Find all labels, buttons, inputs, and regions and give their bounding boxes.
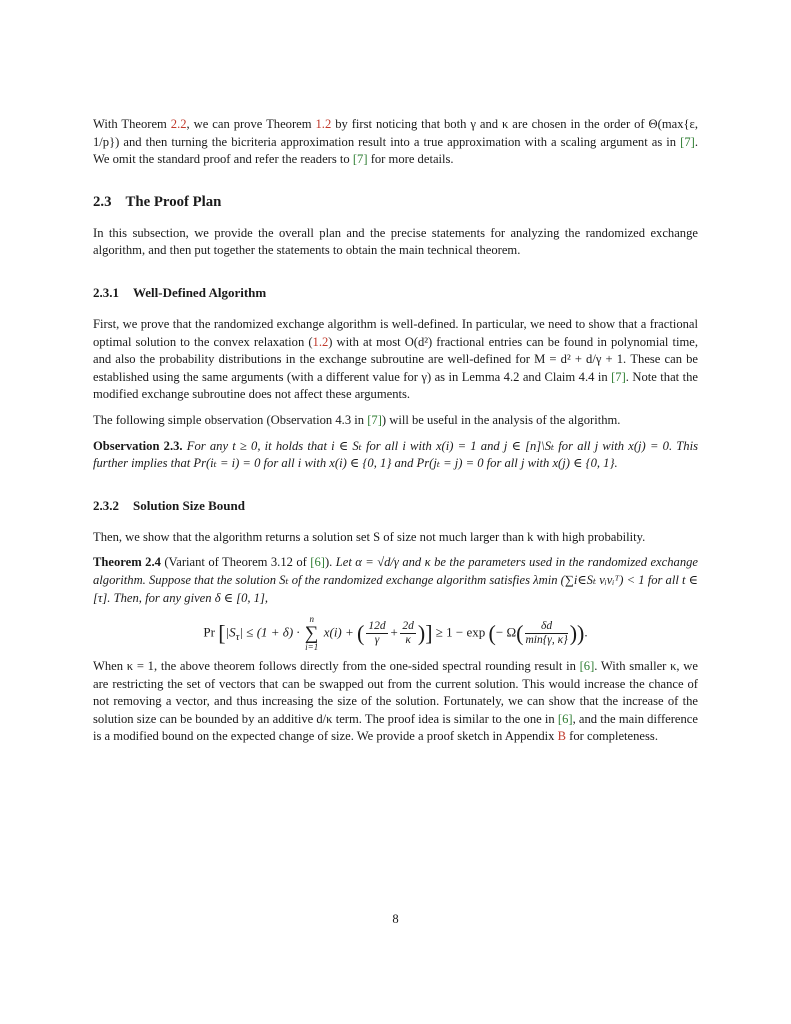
- eq-paren-open: (: [488, 620, 496, 646]
- citation-7-link[interactable]: [7]: [352, 152, 368, 167]
- citation-7-link[interactable]: [7]: [367, 412, 382, 427]
- subsection-number: 2.3.1: [93, 284, 119, 300]
- intro-paragraph: [93, 116, 698, 169]
- text-run: The following simple observation (Observation 4.3 in: [93, 412, 368, 427]
- theorem-2-4: [93, 554, 698, 607]
- eq-lhs-b: | ≤ (1 + δ) ·: [239, 624, 300, 640]
- well-defined-paragraph: [93, 316, 698, 404]
- page-number: 8: [392, 912, 399, 926]
- citation-7-link[interactable]: [7]: [611, 369, 626, 384]
- eq-xi: x(i) +: [323, 624, 354, 640]
- frac-den: γ: [374, 634, 380, 647]
- eq-omega: − Ω: [495, 624, 517, 640]
- observation-2-3: [93, 438, 698, 473]
- text-run: for completeness.: [566, 729, 658, 744]
- citation-6-link[interactable]: [6]: [557, 711, 573, 726]
- eq-frac-2d: [400, 620, 416, 647]
- theorem-1-2-link[interactable]: 1.2: [315, 117, 332, 131]
- text-run: for more details.: [367, 152, 454, 167]
- size-paragraph: Then, we show that the algorithm returns a solution set S of size not much larger than k with high probability.: [93, 529, 646, 544]
- text-run: . Note that the modified exchange subroutine does not affect these arguments.: [93, 369, 698, 402]
- appendix-b-link[interactable]: B: [557, 729, 566, 744]
- eq-paren-open: (: [516, 620, 524, 646]
- subsection-heading-2-3-1: [93, 284, 698, 302]
- subsection-title: Well-Defined Algorithm: [133, 284, 267, 300]
- frac-num: δd: [525, 620, 567, 634]
- subsection-heading-2-3-2: [93, 497, 698, 515]
- eq-lhs-sub: τ: [235, 631, 240, 644]
- sum-lower: i=1: [305, 642, 319, 653]
- plan-paragraph: In this subsection, we provide the overall plan and the precise statements for analyzing the randomized exchange algorithm, and then put together the statements to obtain the main technical theorem.: [93, 225, 698, 258]
- text-run: , and the main difference is a modified bound on the expected change of size. We provide a proof sketch in Appendix: [93, 711, 698, 744]
- eq-frac-delta: [525, 620, 567, 647]
- theorem-text: Let α = √d/γ and κ be the parameters used in the randomized exchange algorithm. Suppose that the solution Sₜ of the randomized exchange algorithm satisfies λmin (∑i∈Sₜ vᵢvᵢᵀ) < 1 for all t ∈ [τ]. Then, for any given δ ∈ [0, 1],: [93, 555, 699, 605]
- section-heading-2-3: [93, 193, 698, 211]
- observation-text: For any t ≥ 0, it holds that i ∈ Sₜ for all i with x(i) = 1 and j ∈ [n]\Sₜ for all j with x(j) = 0. This further implies that Pr(iₜ = i) = 0 for all i with x(i) ∈ {0, 1} and Pr(jₜ = j) = 0 for all j with x(j) ∈ {0, 1}.: [93, 438, 698, 471]
- eq-frac-12d: [366, 620, 387, 647]
- observation-intro-paragraph: [93, 412, 698, 430]
- theorem-equation: [93, 615, 698, 652]
- citation-6-link[interactable]: [6]: [579, 659, 595, 674]
- eq-bracket-close: ]: [425, 620, 433, 646]
- text-run: When κ = 1, the above theorem follows directly from the one-sided spectral rounding result in: [93, 659, 580, 674]
- sum-upper: n: [309, 614, 314, 625]
- text-run: With Theorem: [93, 117, 171, 131]
- text-run: First, we prove that the randomized exchange algorithm is well-defined. In particular, we need to show that a fractional optimal solution to the convex relaxation (: [93, 316, 698, 349]
- text-run: . We omit the standard proof and refer the readers to: [93, 134, 698, 167]
- observation-label: Observation 2.3.: [93, 438, 183, 453]
- eq-pr: Pr: [203, 624, 215, 640]
- eq-bracket-open: [: [218, 620, 226, 646]
- section-number: 2.3: [93, 193, 112, 210]
- text-run: (Variant of Theorem 3.12 of: [160, 555, 311, 570]
- eq-plus: +: [389, 624, 399, 640]
- frac-den: κ: [405, 634, 411, 647]
- text-run: by first noticing that both γ and κ are chosen in the order of Θ(max{ε, 1/p}) and then turning the bicriteria approximation result into a true approximation with a scaling argument as in: [93, 117, 698, 149]
- eq-rhs: ≥ 1 − exp: [435, 624, 486, 640]
- paper-page: [93, 116, 698, 746]
- citation-7-link[interactable]: [7]: [680, 134, 695, 149]
- subsection-number: 2.3.2: [93, 497, 119, 513]
- text-run: ).: [324, 555, 336, 570]
- theorem-2-2-link[interactable]: 2.2: [170, 117, 187, 131]
- frac-den: min{γ, κ}: [525, 634, 568, 647]
- frac-num: 12d: [368, 620, 386, 633]
- eq-paren-close: ): [417, 620, 426, 646]
- eq-end: .: [584, 624, 588, 640]
- section-title: The Proof Plan: [125, 193, 222, 210]
- eq-paren-open: (: [357, 620, 365, 646]
- frac-num: 2d: [402, 620, 414, 633]
- text-run: , we can prove Theorem: [186, 117, 316, 131]
- sum-symbol: ∑: [304, 623, 319, 645]
- final-paragraph: [93, 658, 698, 746]
- eq-sum: [305, 615, 319, 652]
- citation-6-link[interactable]: [6]: [310, 555, 325, 570]
- equation-1-2-link[interactable]: 1.2: [312, 334, 329, 349]
- eq-paren-close: ): [577, 620, 585, 646]
- subsection-title: Solution Size Bound: [133, 497, 245, 513]
- eq-paren-close: ): [569, 620, 578, 646]
- theorem-label: Theorem 2.4: [93, 555, 161, 570]
- text-run: . With smaller κ, we are restricting the set of vectors that can be swapped out from the current solution. This would increase the chance of not removing a vector, and thus increasing the size of the solution. Fortunately, we can show that the increase of the solution size can be bounded by an additive d/κ term. The proof idea is similar to the one in: [93, 659, 698, 726]
- text-run: ) will be useful in the analysis of the algorithm.: [381, 412, 621, 427]
- text-run: ) with at most O(d²) fractional entries can be found in polynomial time, and also the probability distributions in the exchange subroutine are well-defined for M = d² + d/γ + 1. These can be established using the same arguments (with a different value for γ) as in Lemma 4.2 and Claim 4.4 in: [93, 334, 698, 384]
- eq-lhs: |S: [225, 624, 236, 640]
